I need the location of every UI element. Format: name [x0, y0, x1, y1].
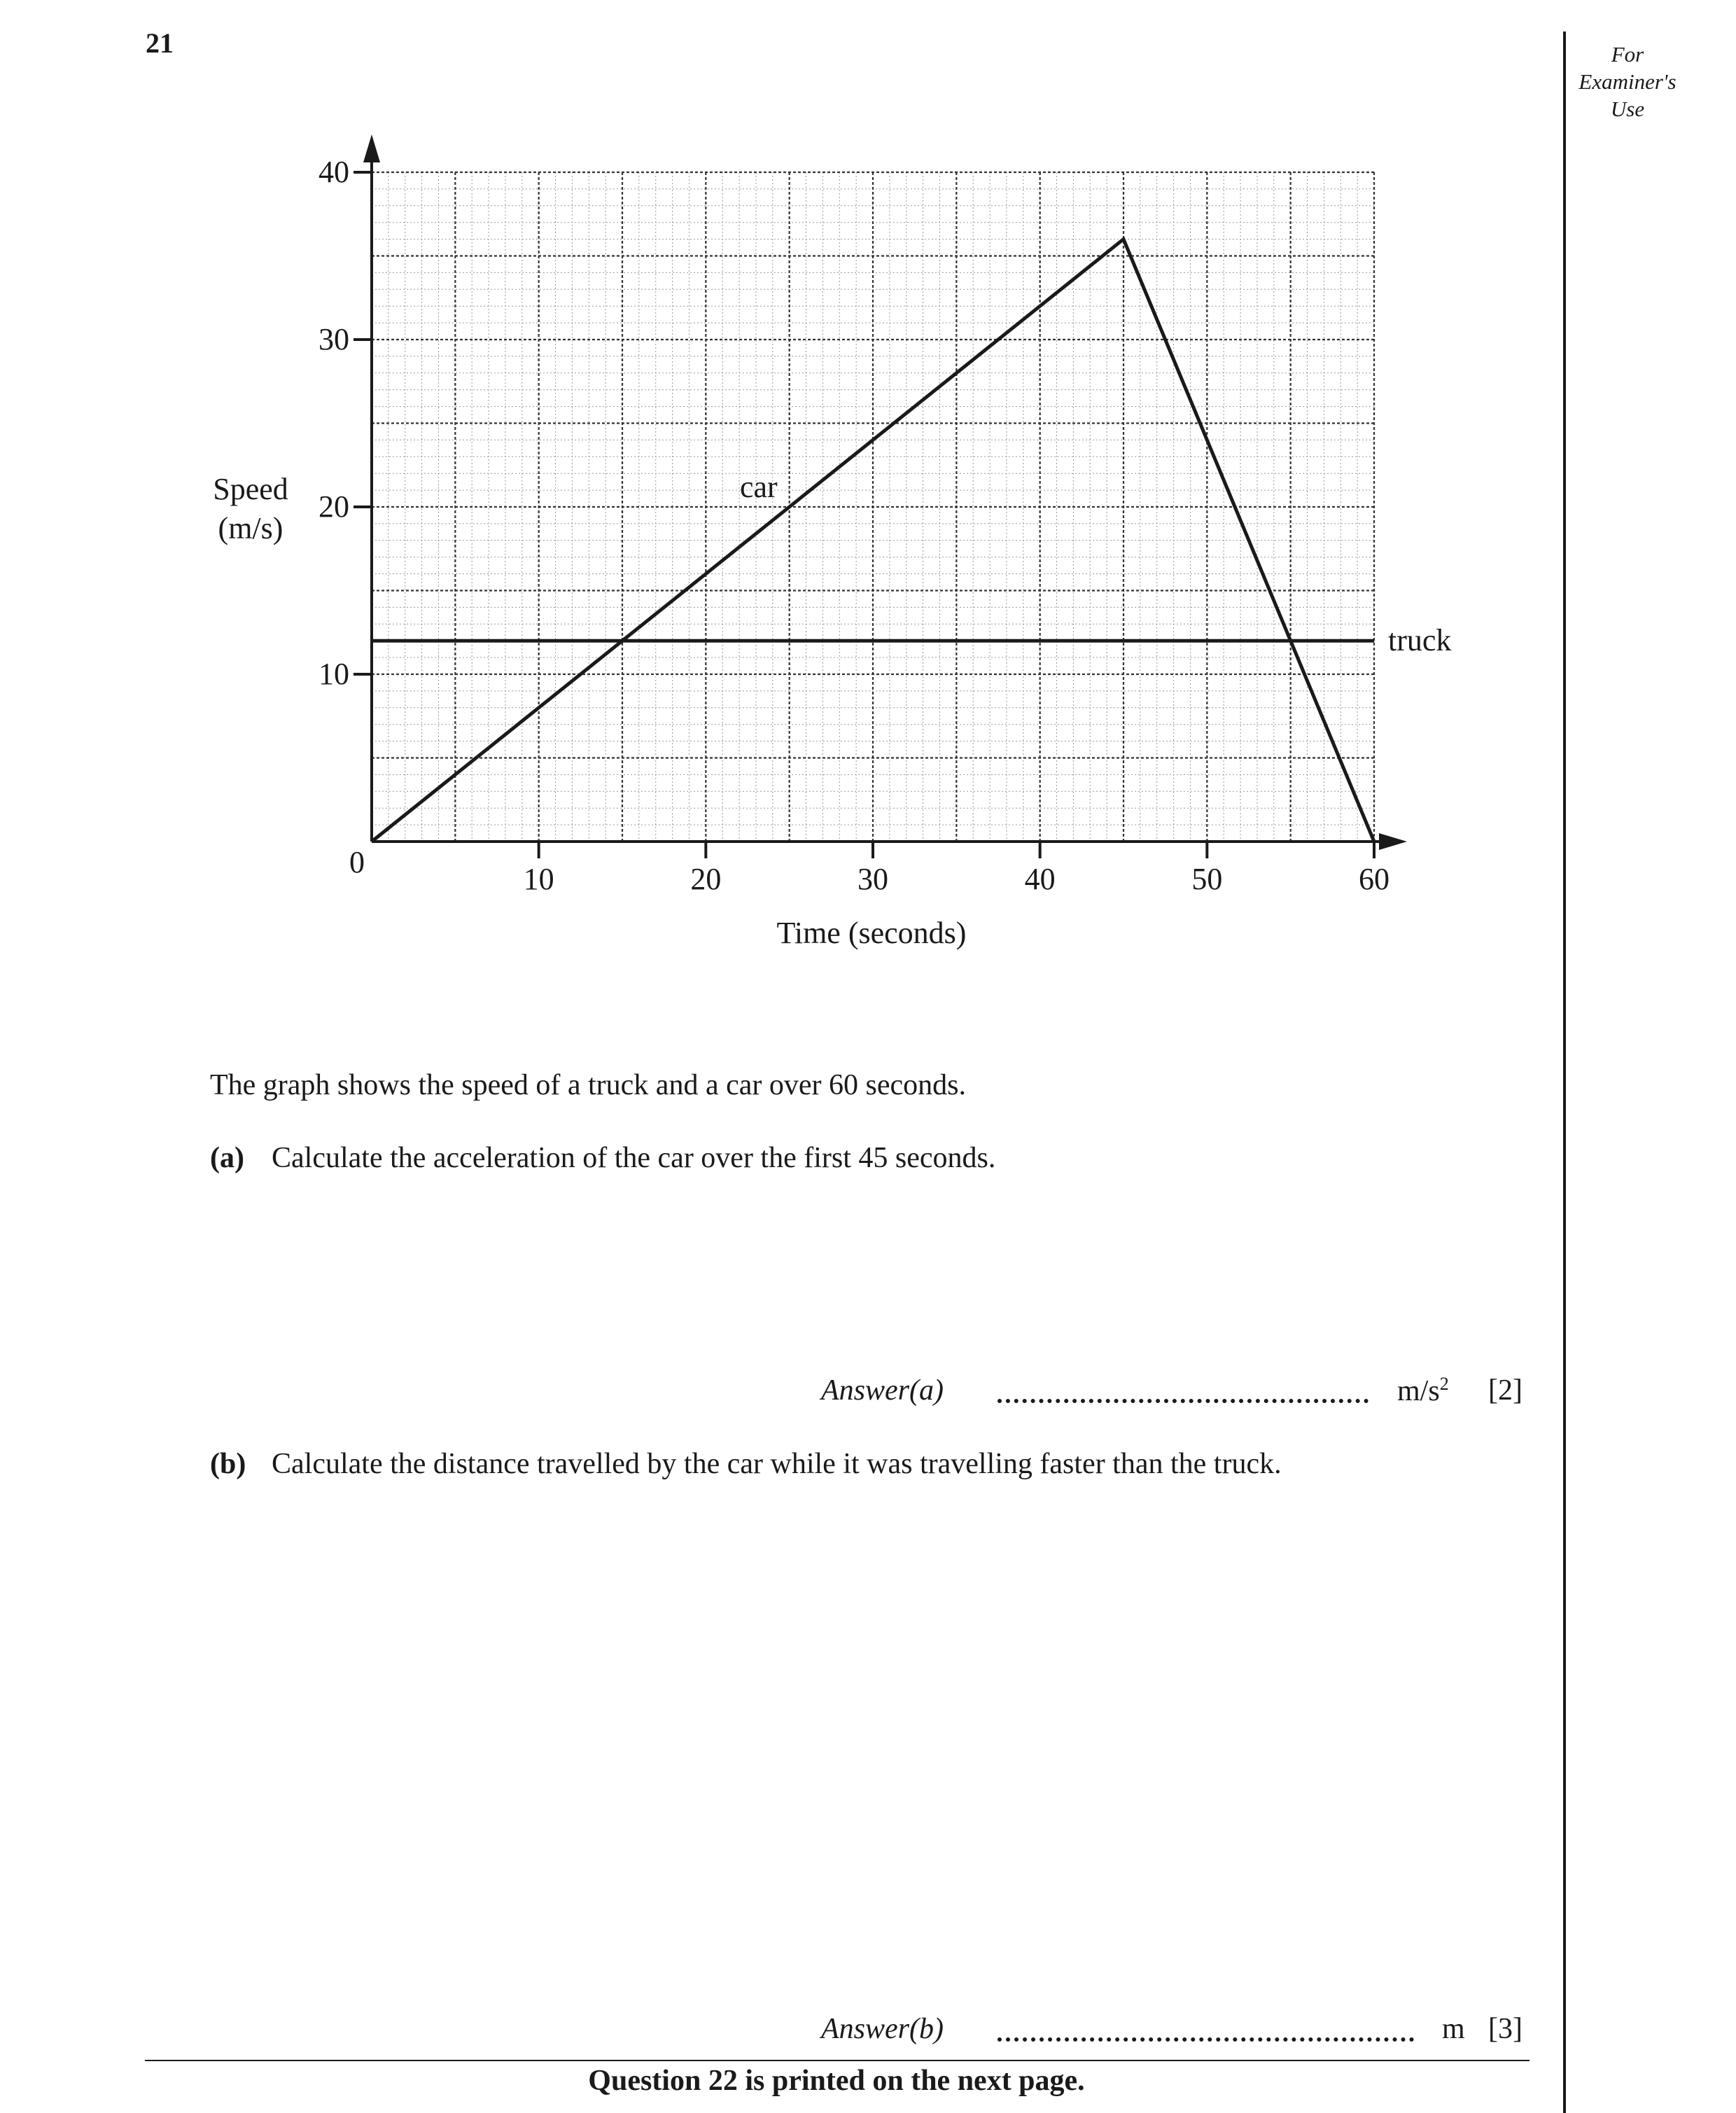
page-number: 21: [146, 27, 174, 59]
part-b-label: (b): [210, 1448, 246, 1480]
x-tick-label: 40: [1024, 862, 1056, 896]
x-axis-arrow: [1379, 833, 1407, 850]
series-truck-label: truck: [1388, 623, 1452, 658]
speed-time-graph: [0, 0, 1736, 980]
y-tick-label: 40: [318, 155, 349, 189]
examiner-label-line-1: For: [1611, 42, 1644, 67]
part-b-text: Calculate the distance travelled by the car while it was travelling faster than the truck.: [272, 1448, 1282, 1480]
y-axis-arrow: [363, 134, 380, 162]
y-tick-label: 20: [318, 489, 349, 524]
answer-a-unit-exponent: 2: [1439, 1374, 1449, 1394]
x-axis-title: Time (seconds): [776, 916, 967, 950]
question-stem: The graph shows the speed of a truck and a car over 60 seconds.: [210, 1069, 966, 1101]
x-tick-label: 50: [1191, 862, 1223, 896]
answer-a-unit: [1397, 1374, 1449, 1408]
y-tick-label: 30: [318, 322, 349, 356]
x-tick-label: 60: [1359, 862, 1390, 896]
y-axis-title-line-1: Speed: [213, 472, 288, 506]
answer-b-field[interactable]: [997, 2037, 1414, 2042]
part-a-text: Calculate the acceleration of the car over the first 45 seconds.: [272, 1142, 996, 1174]
chart-major-grid: [372, 172, 1374, 842]
examiner-label-line-3: Use: [1610, 97, 1645, 121]
part-a-marks: [2]: [1488, 1374, 1522, 1407]
examiner-label-line-2: Examiner's: [1578, 69, 1676, 94]
answer-b-unit: m: [1442, 2013, 1465, 2045]
answer-a-label: Answer(a): [821, 1374, 944, 1407]
y-tick-label: 10: [318, 657, 349, 691]
origin-label: 0: [349, 845, 365, 879]
chart-labels: [213, 155, 1451, 950]
x-tick-label: 20: [690, 862, 722, 896]
y-axis-title-line-2: (m/s): [218, 511, 284, 545]
footer-next-page-note: Question 22 is printed on the next page.: [588, 2065, 1085, 2097]
series-car-label: car: [740, 470, 778, 504]
part-b-marks: [3]: [1488, 2013, 1522, 2045]
x-tick-label: 10: [523, 862, 554, 896]
answer-a-unit-base: m/s: [1397, 1375, 1440, 1407]
footer-rule: [145, 2060, 1530, 2061]
chart-axes: [363, 134, 1407, 850]
answer-a-field[interactable]: [997, 1399, 1368, 1403]
chart-ticks: [354, 172, 1374, 858]
part-a-label: (a): [210, 1142, 244, 1174]
x-tick-label: 30: [858, 862, 888, 896]
answer-b-label: Answer(b): [821, 2013, 944, 2045]
